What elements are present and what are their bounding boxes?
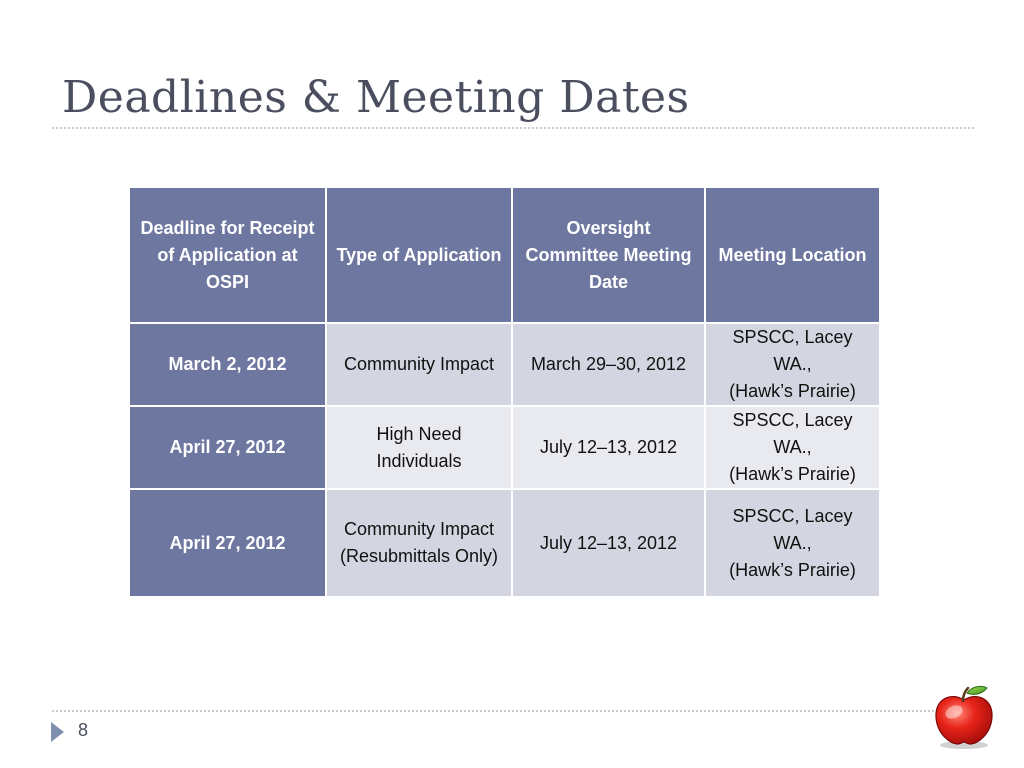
table-header-row	[129, 187, 880, 323]
meeting-date-cell: July 12–13, 2012	[512, 489, 705, 597]
table-row	[129, 406, 880, 489]
triangle-bullet-icon	[51, 722, 64, 742]
type-cell: Community Impact	[326, 323, 512, 406]
location-line1: SPSCC, Lacey WA.,	[732, 505, 853, 553]
slide-number: 8	[78, 720, 89, 740]
type-cell: Community Impact (Resubmittals Only)	[326, 489, 512, 597]
location-line1: SPSCC, Lacey WA.,	[732, 410, 853, 457]
table-row	[129, 489, 880, 597]
table-row	[129, 323, 880, 406]
footer-divider	[52, 710, 974, 712]
location-cell	[705, 323, 880, 406]
type-cell: High Need Individuals	[326, 406, 512, 489]
deadline-cell: March 2, 2012	[129, 323, 326, 406]
location-line2: (Hawk’s Prairie)	[729, 559, 856, 580]
header-deadline: Deadline for Receipt of Application at OSPI	[129, 187, 326, 323]
header-location: Meeting Location	[705, 187, 880, 323]
location-line2: (Hawk’s Prairie)	[729, 381, 856, 401]
meeting-date-cell: July 12–13, 2012	[512, 406, 705, 489]
header-meeting-date: Oversight Committee Meeting Date	[512, 187, 705, 323]
header-type: Type of Application	[326, 187, 512, 323]
location-line1: SPSCC, Lacey WA.,	[732, 327, 853, 374]
location-cell	[705, 489, 880, 597]
meeting-date-cell: March 29–30, 2012	[512, 323, 705, 406]
deadline-cell: April 27, 2012	[129, 489, 326, 597]
location-line2: (Hawk’s Prairie)	[729, 464, 856, 484]
slide-title: Deadlines & Meeting Dates	[62, 72, 690, 123]
apple-logo-icon	[932, 684, 996, 750]
deadline-cell: April 27, 2012	[129, 406, 326, 489]
deadlines-table	[128, 186, 881, 598]
location-cell	[705, 406, 880, 489]
title-divider	[52, 127, 974, 129]
